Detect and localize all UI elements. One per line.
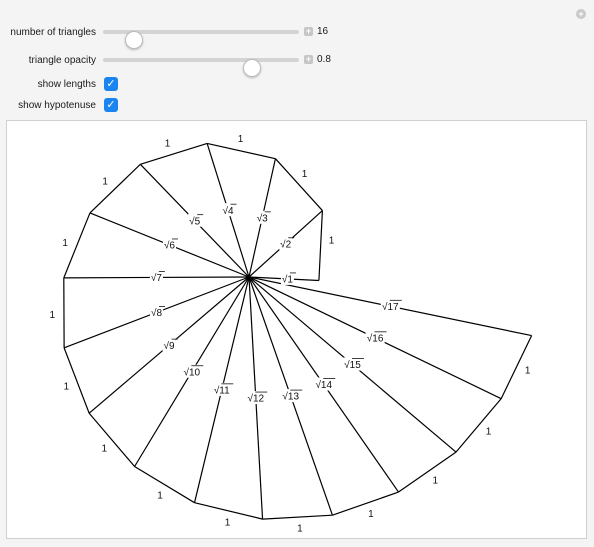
hypotenuse-label: √13	[282, 391, 300, 403]
opacity-value: 0.8	[317, 54, 331, 65]
hypotenuse-label: √3	[256, 213, 268, 225]
show-hypotenuse-label: show hypotenuse	[18, 100, 96, 111]
unit-side-line	[275, 159, 322, 211]
hypotenuse-label: √15	[344, 360, 361, 372]
hypotenuse-label: √17	[381, 301, 399, 313]
side-length-label: 1	[524, 365, 531, 377]
side-length-label: 1	[101, 443, 108, 455]
hypotenuse-label: √5	[189, 216, 201, 228]
triangles-plus-icon[interactable]: +	[305, 26, 312, 36]
triangles-slider-thumb[interactable]	[125, 31, 143, 49]
unit-side-line	[319, 211, 322, 281]
unit-side-line	[263, 515, 333, 519]
side-length-label: 1	[63, 381, 70, 393]
side-length-label: 1	[164, 138, 171, 150]
hypotenuse-label: √14	[315, 380, 333, 392]
unit-side-line	[207, 143, 275, 158]
triangles-label: number of triangles	[10, 27, 96, 38]
side-length-label: 1	[368, 508, 374, 520]
side-length-label: 1	[62, 237, 68, 249]
side-length-label: 1	[237, 133, 244, 145]
hypotenuse-label: √10	[183, 367, 201, 379]
triangles-value: 16	[317, 26, 329, 37]
side-length-label: 1	[485, 426, 492, 438]
hypotenuse-label: √4	[222, 205, 234, 217]
opacity-slider[interactable]	[103, 58, 299, 62]
hypotenuse-label: √2	[280, 239, 292, 251]
hypotenuse-label: √9	[163, 340, 175, 352]
spiral-plot	[6, 120, 587, 539]
side-length-label: 1	[102, 176, 108, 188]
hypotenuse-label: √1	[281, 274, 293, 286]
unit-side-line	[456, 399, 501, 452]
show-lengths-label: show lengths	[37, 79, 96, 90]
hypotenuse-label: √16	[366, 333, 384, 345]
unit-side-line	[90, 164, 140, 213]
opacity-label: triangle opacity	[28, 55, 96, 66]
side-length-label: 1	[157, 490, 163, 502]
side-length-label: 1	[49, 309, 56, 321]
side-length-label: 1	[224, 517, 231, 529]
unit-side-line	[399, 452, 456, 492]
opacity-slider-thumb[interactable]	[243, 59, 261, 77]
triangles-slider[interactable]	[103, 30, 299, 34]
hypotenuse-label: √12	[247, 393, 265, 405]
unit-side-line	[135, 466, 195, 502]
side-length-label: 1	[432, 475, 439, 487]
plus-circle-icon[interactable]: +	[576, 9, 586, 19]
show-lengths-checkbox[interactable]: ✓	[104, 77, 118, 91]
hypotenuse-label: √11	[213, 385, 230, 397]
unit-side-line	[332, 492, 398, 515]
hypotenuse-label: √7	[150, 273, 162, 285]
opacity-plus-icon[interactable]: +	[305, 54, 312, 64]
hypotenuse-label: √6	[163, 240, 176, 252]
hypotenuse-label: √8	[151, 308, 163, 320]
side-length-label: 1	[297, 523, 303, 535]
show-hypotenuse-checkbox[interactable]: ✓	[104, 98, 118, 112]
side-length-label: 1	[328, 235, 335, 247]
unit-side-line	[140, 143, 207, 164]
side-length-label: 1	[301, 168, 308, 180]
unit-side-line	[89, 413, 134, 466]
spiral-of-theodorus	[7, 121, 588, 540]
